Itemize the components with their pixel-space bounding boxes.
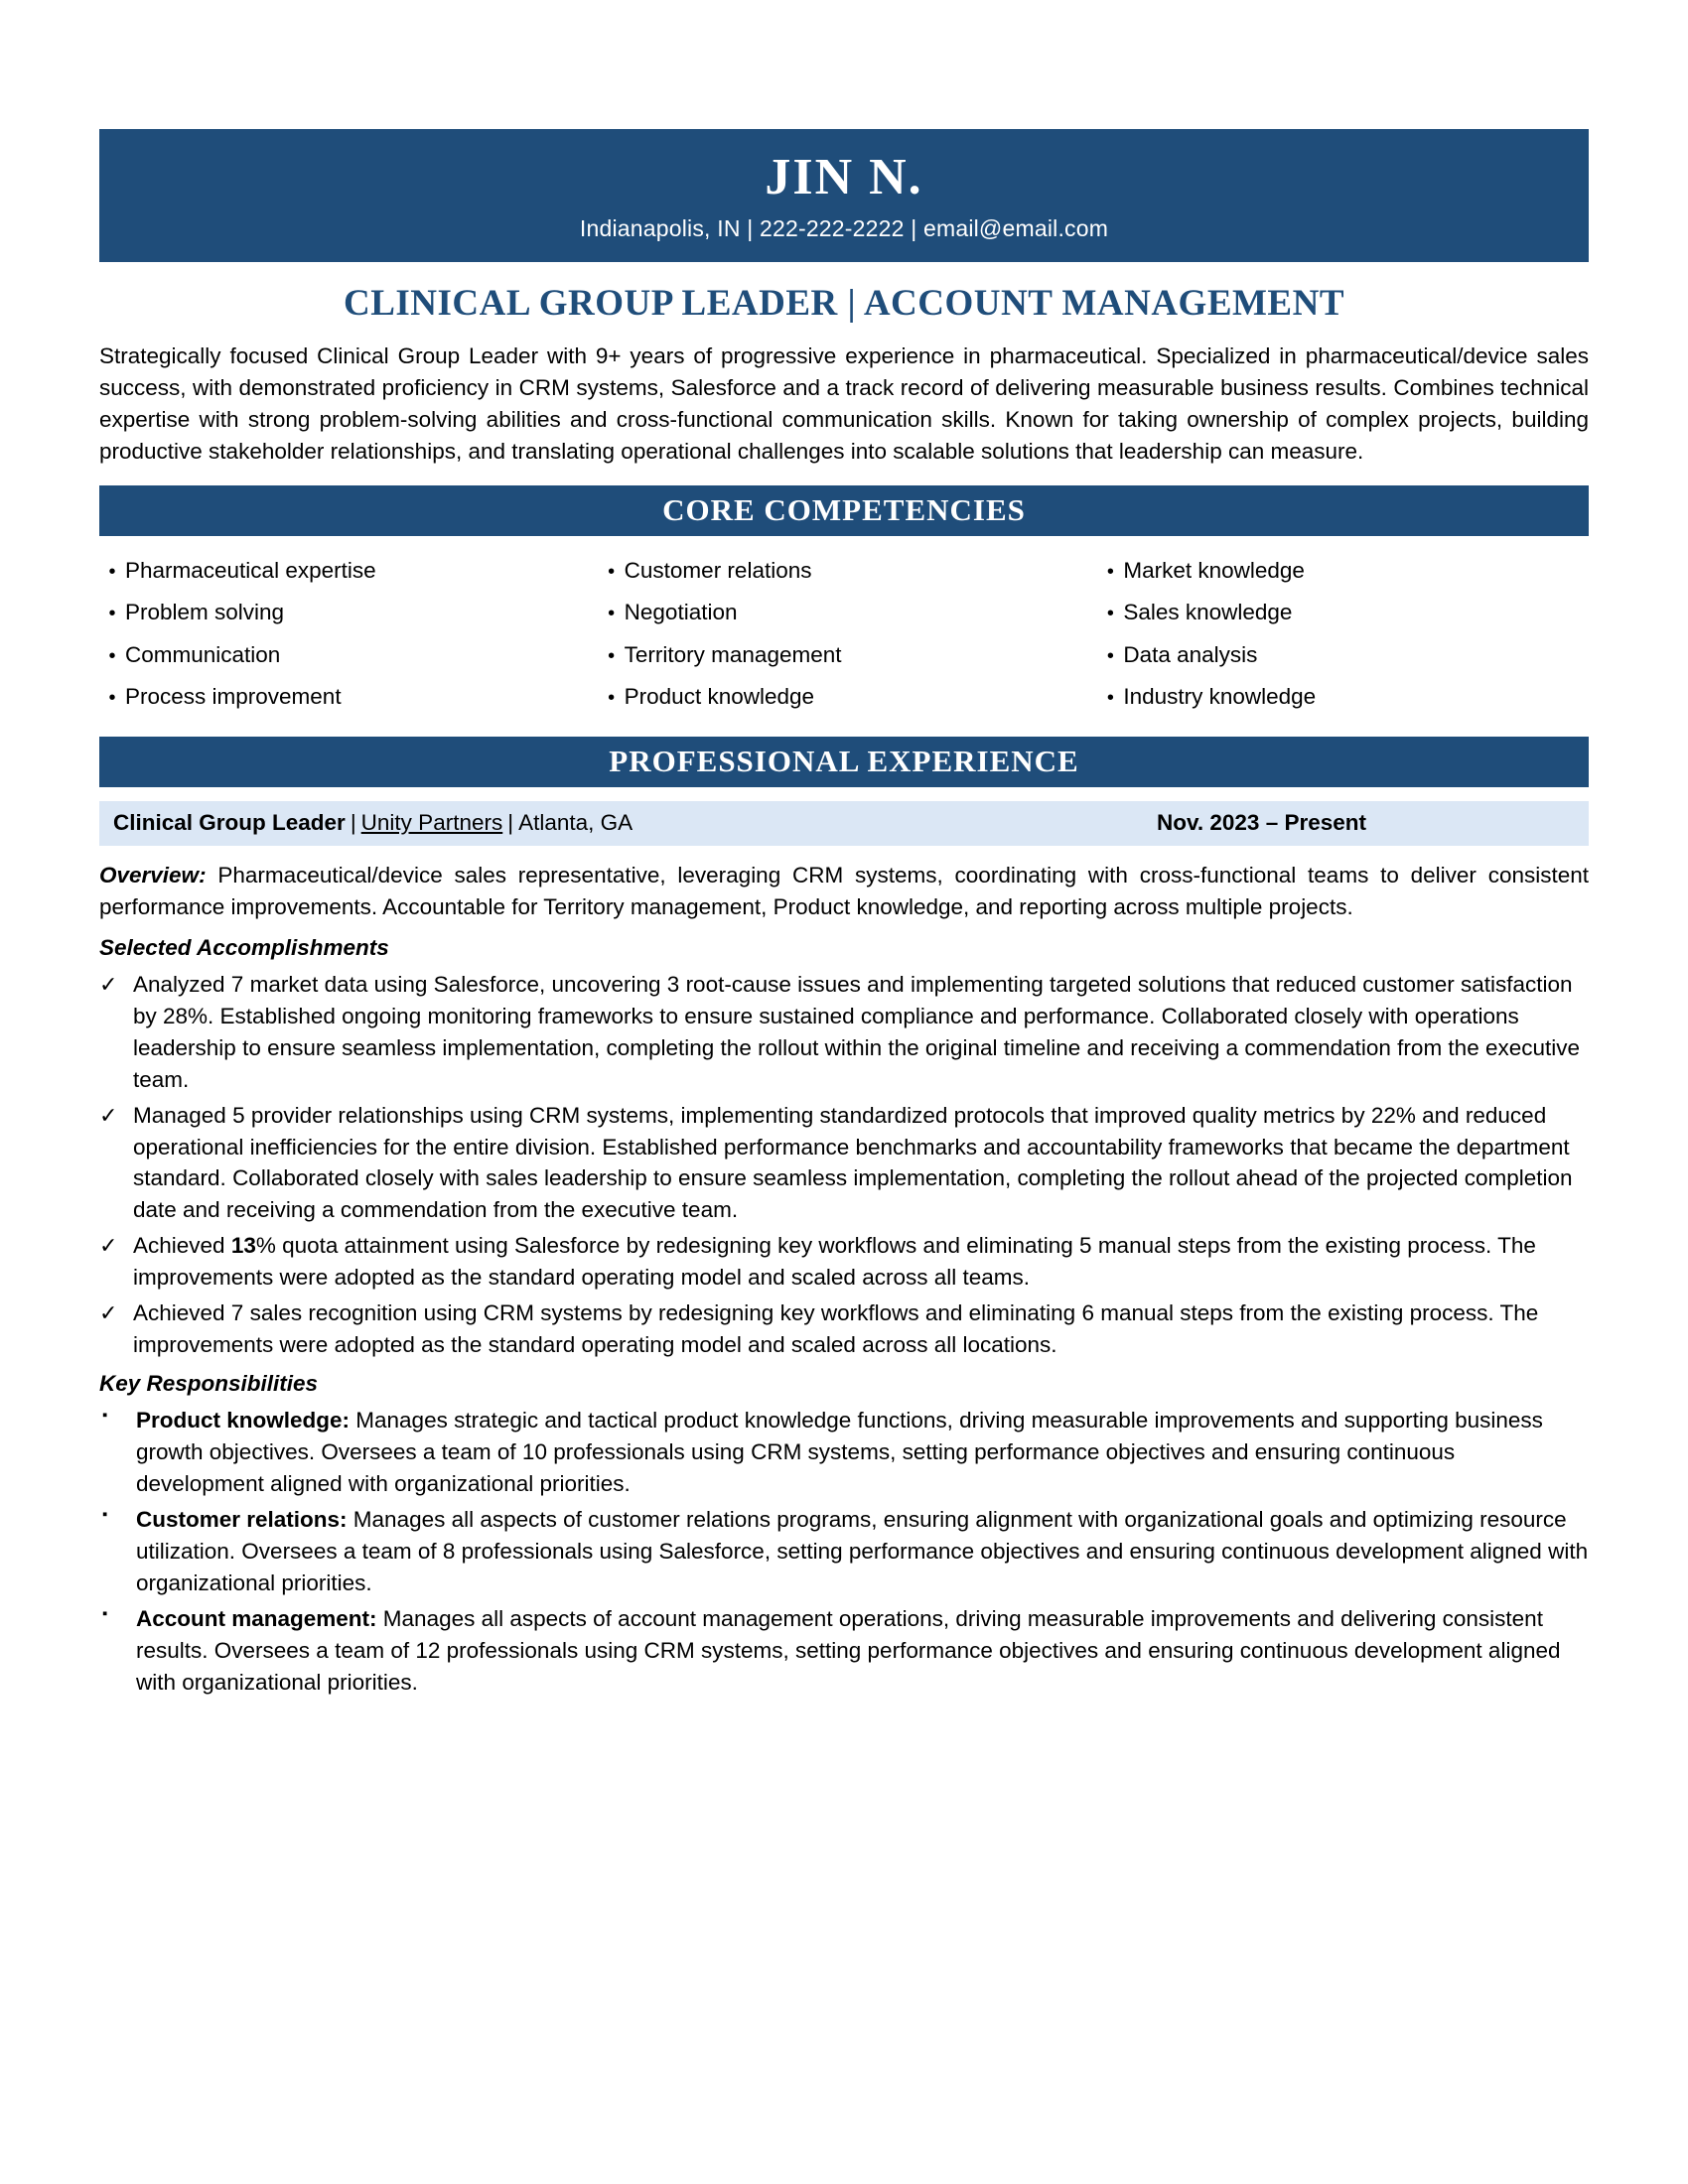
competency-label: Problem solving xyxy=(125,600,285,625)
accomplishment-item xyxy=(99,969,1589,1096)
square-bullet-icon: ▪ xyxy=(102,1505,108,1523)
contact-line: Indianapolis, IN | 222-222-2222 | email@email.com xyxy=(579,214,1109,241)
accomplishment-item xyxy=(99,1297,1589,1361)
job-header-bar xyxy=(99,801,1589,846)
job-title: Clinical Group Leader xyxy=(113,809,346,835)
accomplishment-item xyxy=(99,1230,1589,1294)
accomplishment-text xyxy=(133,1230,1589,1294)
responsibility-body: Manages all aspects of account management operations, driving measurable improvements and delivering consistent results. Oversees a team of 12 professionals using CRM systems, setting performance objectives and ensuring continuous development aligned with organizational priorities. xyxy=(136,1605,1561,1695)
competency-item xyxy=(1097,592,1589,634)
key-responsibilities-list xyxy=(99,1405,1589,1698)
bullet-dot-icon: • xyxy=(108,644,116,667)
bullet-dot-icon: • xyxy=(108,603,116,625)
core-competencies-grid xyxy=(99,550,1589,719)
bullet-dot-icon: • xyxy=(1106,603,1114,625)
competency-item xyxy=(1097,550,1589,593)
name-banner xyxy=(99,129,1589,262)
competency-label: Market knowledge xyxy=(1123,557,1305,583)
competency-item xyxy=(99,634,591,677)
professional-summary: Strategically focused Clinical Group Leader with 9+ years of progressive experience in pharmaceutical. Specialized in pharmaceutical/device sales success, with demonstrated proficiency in CRM systems, Salesforce and a track record of delivering measurable business results. Combines technical expertise with strong problem-solving abilities and cross-functional communication skills. Known for taking ownership of complex projects, building productive stakeholder relationships, and translating operational challenges into scalable solutions that leadership can measure. xyxy=(99,343,1589,464)
accomplishment-text-pre: Achieved xyxy=(133,1233,231,1259)
bullet-dot-icon: • xyxy=(608,560,616,583)
competency-item xyxy=(599,634,1090,677)
responsibility-text xyxy=(136,1405,1589,1500)
competency-item xyxy=(99,592,591,634)
bullet-dot-icon: • xyxy=(608,644,616,667)
selected-accomplishments-heading: Selected Accomplishments xyxy=(99,934,389,960)
competency-item xyxy=(99,550,591,593)
responsibility-item xyxy=(99,1405,1589,1500)
section-header-professional-experience: PROFESSIONAL EXPERIENCE xyxy=(99,737,1589,787)
job-dates: Nov. 2023 – Present xyxy=(1157,809,1366,835)
competency-item xyxy=(99,676,591,719)
job-separator: | xyxy=(350,809,356,835)
responsibility-item xyxy=(99,1504,1589,1599)
competency-item xyxy=(1097,634,1589,677)
bullet-dot-icon: • xyxy=(1106,560,1114,583)
competency-item xyxy=(599,592,1090,634)
check-icon: ✓ xyxy=(99,1233,118,1259)
accomplishment-highlight-value: 13 xyxy=(230,1233,256,1259)
check-icon: ✓ xyxy=(99,1300,118,1326)
accomplishment-text: Analyzed 7 market data using Salesforce, uncovering 3 root-cause issues and implementing targeted solutions that reduced customer satisfaction by 28%. Established ongoing monitoring frameworks to ensure sustained compliance and performance. Collaborated closely with operations leadership to ensure seamless implementation, completing the rollout within the original timeline and receiving a commendation from the executive team. xyxy=(133,971,1581,1092)
bullet-dot-icon: • xyxy=(608,687,616,710)
target-job-title: CLINICAL GROUP LEADER | ACCOUNT MANAGEMENT xyxy=(343,283,1345,325)
competency-label: Product knowledge xyxy=(624,684,815,710)
competency-label: Territory management xyxy=(624,641,842,667)
bullet-dot-icon: • xyxy=(108,687,116,710)
accomplishment-text-post: % quota attainment using Salesforce by redesigning key workflows and eliminating 5 manual steps from the existing process. The improvements were adopted as the standard operating model and scaled across all teams. xyxy=(133,1233,1536,1291)
job-overview xyxy=(99,860,1589,923)
responsibility-label: Product knowledge: xyxy=(136,1408,351,1433)
competency-item xyxy=(599,676,1090,719)
competency-label: Industry knowledge xyxy=(1123,684,1317,710)
square-bullet-icon: ▪ xyxy=(102,1604,108,1622)
job-header-left xyxy=(113,810,633,836)
key-responsibilities-heading: Key Responsibilities xyxy=(99,1371,319,1397)
competency-label: Pharmaceutical expertise xyxy=(125,557,376,583)
section-header-core-competencies: CORE COMPETENCIES xyxy=(99,485,1589,536)
responsibility-label: Customer relations: xyxy=(136,1506,348,1532)
competency-label: Data analysis xyxy=(1123,641,1258,667)
responsibility-text xyxy=(136,1504,1589,1599)
overview-text: Pharmaceutical/device sales representative, leveraging CRM systems, coordinating with cross-functional teams to deliver consistent performance improvements. Accountable for Territory management, Product knowledge, and reporting across multiple projects. xyxy=(99,862,1589,919)
competency-item xyxy=(1097,676,1589,719)
competency-label: Communication xyxy=(125,641,281,667)
job-location: Atlanta, GA xyxy=(518,809,633,835)
bullet-dot-icon: • xyxy=(608,603,616,625)
bullet-dot-icon: • xyxy=(1106,644,1114,667)
accomplishment-text: Managed 5 provider relationships using CRM systems, implementing standardized protocols that improved quality metrics by 22% and reduced operational inefficiencies for the entire division. Established performance benchmarks and accountability frameworks that became the department standard. Collaborated closely with sales leadership to ensure seamless implementation, completing the rollout ahead of the projected completion date and receiving a commendation from the executive team. xyxy=(133,1102,1573,1223)
bullet-dot-icon: • xyxy=(108,560,116,583)
competency-label: Process improvement xyxy=(125,684,342,710)
accomplishment-item xyxy=(99,1100,1589,1227)
check-icon: ✓ xyxy=(99,971,118,997)
square-bullet-icon: ▪ xyxy=(102,1407,108,1425)
accomplishment-text: Achieved 7 sales recognition using CRM systems by redesigning key workflows and eliminating 6 manual steps from the existing process. The improvements were adopted as the standard operating model and scaled across all locations. xyxy=(133,1300,1539,1358)
responsibility-item xyxy=(99,1603,1589,1699)
selected-accomplishments-list xyxy=(99,969,1589,1361)
responsibility-label: Account management: xyxy=(136,1605,377,1631)
candidate-name: JIN N. xyxy=(765,149,923,205)
job-separator: | xyxy=(507,809,514,835)
responsibility-body: Manages strategic and tactical product knowledge functions, driving measurable improvements and supporting business growth objectives. Oversees a team of 10 professionals using CRM systems, setting performance objectives and ensuring continuous development aligned with organizational priorities. xyxy=(136,1408,1543,1496)
competency-label: Sales knowledge xyxy=(1123,600,1293,625)
bullet-dot-icon: • xyxy=(1106,687,1114,710)
responsibility-text xyxy=(136,1603,1589,1699)
job-company: Unity Partners xyxy=(360,809,503,835)
competency-label: Negotiation xyxy=(624,600,738,625)
overview-label: Overview: xyxy=(99,862,207,887)
check-icon: ✓ xyxy=(99,1102,118,1128)
competency-label: Customer relations xyxy=(624,557,812,583)
responsibility-body: Manages all aspects of customer relations programs, ensuring alignment with organizational goals and optimizing resource utilization. Oversees a team of 8 professionals using Salesforce, setting performance objectives and ensuring continuous development aligned with organizational priorities. xyxy=(136,1506,1589,1595)
competency-item xyxy=(599,550,1090,593)
